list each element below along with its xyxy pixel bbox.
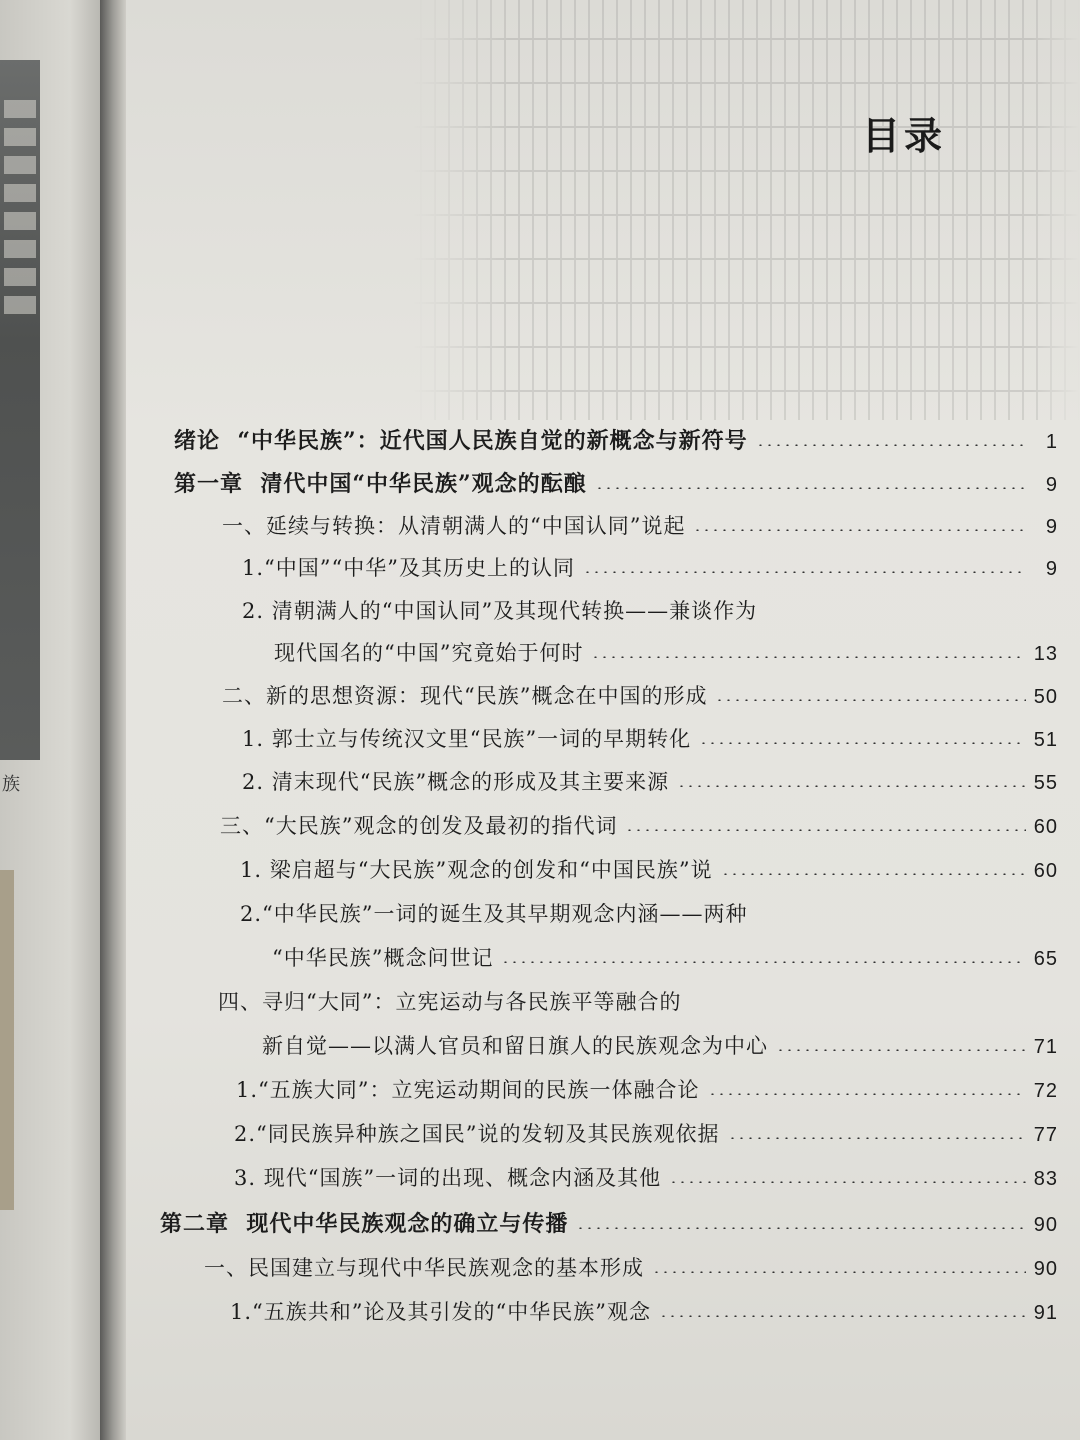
book-gutter bbox=[100, 0, 126, 1440]
toc-entry-label: 第二章 现代中华民族观念的确立与传播 bbox=[160, 1211, 569, 1237]
toc-entry-label: 1.“五族共和”论及其引发的“中华民族”观念 bbox=[230, 1300, 651, 1324]
contents-page bbox=[126, 0, 1080, 1440]
toc-entry-label: 现代国名的“中国”究竟始于何时 bbox=[274, 641, 584, 665]
toc-entry-section bbox=[204, 1252, 1058, 1282]
toc-entry-page: 72 bbox=[1033, 1080, 1058, 1102]
toc-entry-label: 二、新的思想资源：现代“民族”概念在中国的形成 bbox=[222, 684, 708, 708]
toc-entry-subsection bbox=[234, 1162, 1058, 1192]
toc-entry-page: 1 bbox=[1045, 431, 1058, 453]
left-page-photo bbox=[0, 60, 40, 760]
leader-dots bbox=[591, 656, 1026, 658]
toc-entry-subsection bbox=[240, 898, 748, 928]
toc-entry-chapter-2 bbox=[160, 1207, 1058, 1238]
toc-entry-section bbox=[220, 810, 1058, 840]
toc-entry-subsection bbox=[230, 1296, 1058, 1326]
toc-entry-subsection-cont bbox=[274, 637, 1058, 667]
toc-entry-label: 绪论 “中华民族”：近代国人民族自觉的新概念与新符号 bbox=[174, 428, 748, 454]
leader-dots bbox=[659, 1315, 1026, 1317]
toc-entry-label: 2. 清朝满人的“中国认同”及其现代转换——兼谈作为 bbox=[242, 599, 758, 623]
toc-entry-intro bbox=[174, 424, 1058, 455]
toc-entry-page: 83 bbox=[1033, 1168, 1058, 1190]
toc-entry-page: 60 bbox=[1033, 860, 1058, 882]
toc-entry-page: 91 bbox=[1033, 1302, 1058, 1324]
toc-entry-label: 一、民国建立与现代中华民族观念的基本形成 bbox=[204, 1256, 644, 1280]
leader-dots bbox=[595, 487, 1026, 489]
leader-dots bbox=[693, 529, 1026, 531]
toc-entry-page: 13 bbox=[1033, 643, 1058, 665]
toc-entry-section-cont bbox=[262, 1030, 1058, 1060]
toc-entry-page: 9 bbox=[1045, 558, 1058, 580]
toc-entry-label: 2.“中华民族”一词的诞生及其早期观念内涵——两种 bbox=[240, 902, 748, 926]
toc-entry-section bbox=[222, 680, 1058, 710]
leader-dots bbox=[776, 1049, 1026, 1051]
toc-entry-label: 2. 清末现代“民族”概念的形成及其主要来源 bbox=[242, 770, 670, 794]
toc-entry-label: 一、延续与转换：从清朝满人的“中国认同”说起 bbox=[222, 514, 686, 538]
toc-entry-subsection bbox=[240, 854, 1058, 884]
toc-entry-page: 50 bbox=[1033, 686, 1058, 708]
toc-entry-subsection bbox=[236, 1074, 1058, 1104]
toc-entry-label: 新自觉——以满人官员和留日旗人的民族观念为中心 bbox=[262, 1034, 768, 1058]
toc-entry-label: 1. 梁启超与“大民族”观念的创发和“中国民族”说 bbox=[240, 858, 713, 882]
leader-dots bbox=[583, 571, 1026, 573]
toc-entry-subsection bbox=[242, 723, 1058, 753]
left-page-strip bbox=[0, 870, 14, 1210]
toc-entry-label: 2.“同民族异种族之国民”说的发轫及其民族观依据 bbox=[234, 1122, 720, 1146]
leader-dots bbox=[756, 444, 1026, 446]
toc-entry-subsection bbox=[234, 1118, 1058, 1148]
toc-entry-label: 四、寻归“大同”：立宪运动与各民族平等融合的 bbox=[218, 990, 682, 1014]
leader-dots bbox=[715, 699, 1026, 701]
leader-dots bbox=[708, 1093, 1026, 1095]
page-title: 目录 bbox=[862, 114, 947, 158]
leader-dots bbox=[652, 1271, 1026, 1273]
toc-entry-label: 第一章 清代中国“中华民族”观念的酝酿 bbox=[174, 471, 587, 497]
toc-entry-section bbox=[222, 510, 1058, 540]
leader-dots bbox=[721, 873, 1026, 875]
toc-entry-page: 65 bbox=[1033, 948, 1058, 970]
toc-list bbox=[126, 0, 1080, 1440]
toc-entry-subsection bbox=[242, 595, 757, 625]
left-page-text: 族 bbox=[2, 774, 20, 795]
toc-entry-page: 9 bbox=[1045, 516, 1058, 538]
toc-entry-label: 1.“中国”“中华”及其历史上的认同 bbox=[242, 556, 575, 580]
toc-entry-page: 9 bbox=[1045, 474, 1058, 496]
leader-dots bbox=[728, 1137, 1026, 1139]
leader-dots bbox=[677, 785, 1026, 787]
toc-entry-page: 90 bbox=[1033, 1258, 1058, 1280]
toc-entry-page: 90 bbox=[1033, 1214, 1058, 1236]
toc-entry-page: 71 bbox=[1033, 1036, 1058, 1058]
toc-entry-label: 三、“大民族”观念的创发及最初的指代词 bbox=[220, 814, 618, 838]
toc-entry-page: 51 bbox=[1033, 729, 1058, 751]
leader-dots bbox=[669, 1181, 1026, 1183]
toc-entry-label: 3. 现代“国族”一词的出现、概念内涵及其他 bbox=[234, 1166, 662, 1190]
left-page bbox=[0, 0, 100, 1440]
leader-dots bbox=[699, 742, 1026, 744]
toc-entry-label: 1.“五族大同”：立宪运动期间的民族一体融合论 bbox=[236, 1078, 700, 1102]
leader-dots bbox=[501, 961, 1026, 963]
toc-entry-subsection bbox=[242, 552, 1058, 582]
toc-entry-label: “中华民族”概念问世记 bbox=[272, 946, 494, 970]
toc-entry-section bbox=[218, 986, 681, 1016]
toc-entry-page: 77 bbox=[1033, 1124, 1058, 1146]
toc-entry-page: 55 bbox=[1033, 772, 1058, 794]
leader-dots bbox=[625, 829, 1026, 831]
toc-entry-label: 1. 郭士立与传统汉文里“民族”一词的早期转化 bbox=[242, 727, 692, 751]
toc-entry-subsection-cont bbox=[272, 942, 1058, 972]
leader-dots bbox=[576, 1227, 1026, 1229]
toc-entry-page: 60 bbox=[1033, 816, 1058, 838]
toc-entry-chapter-1 bbox=[174, 467, 1058, 498]
toc-entry-subsection bbox=[242, 766, 1058, 796]
